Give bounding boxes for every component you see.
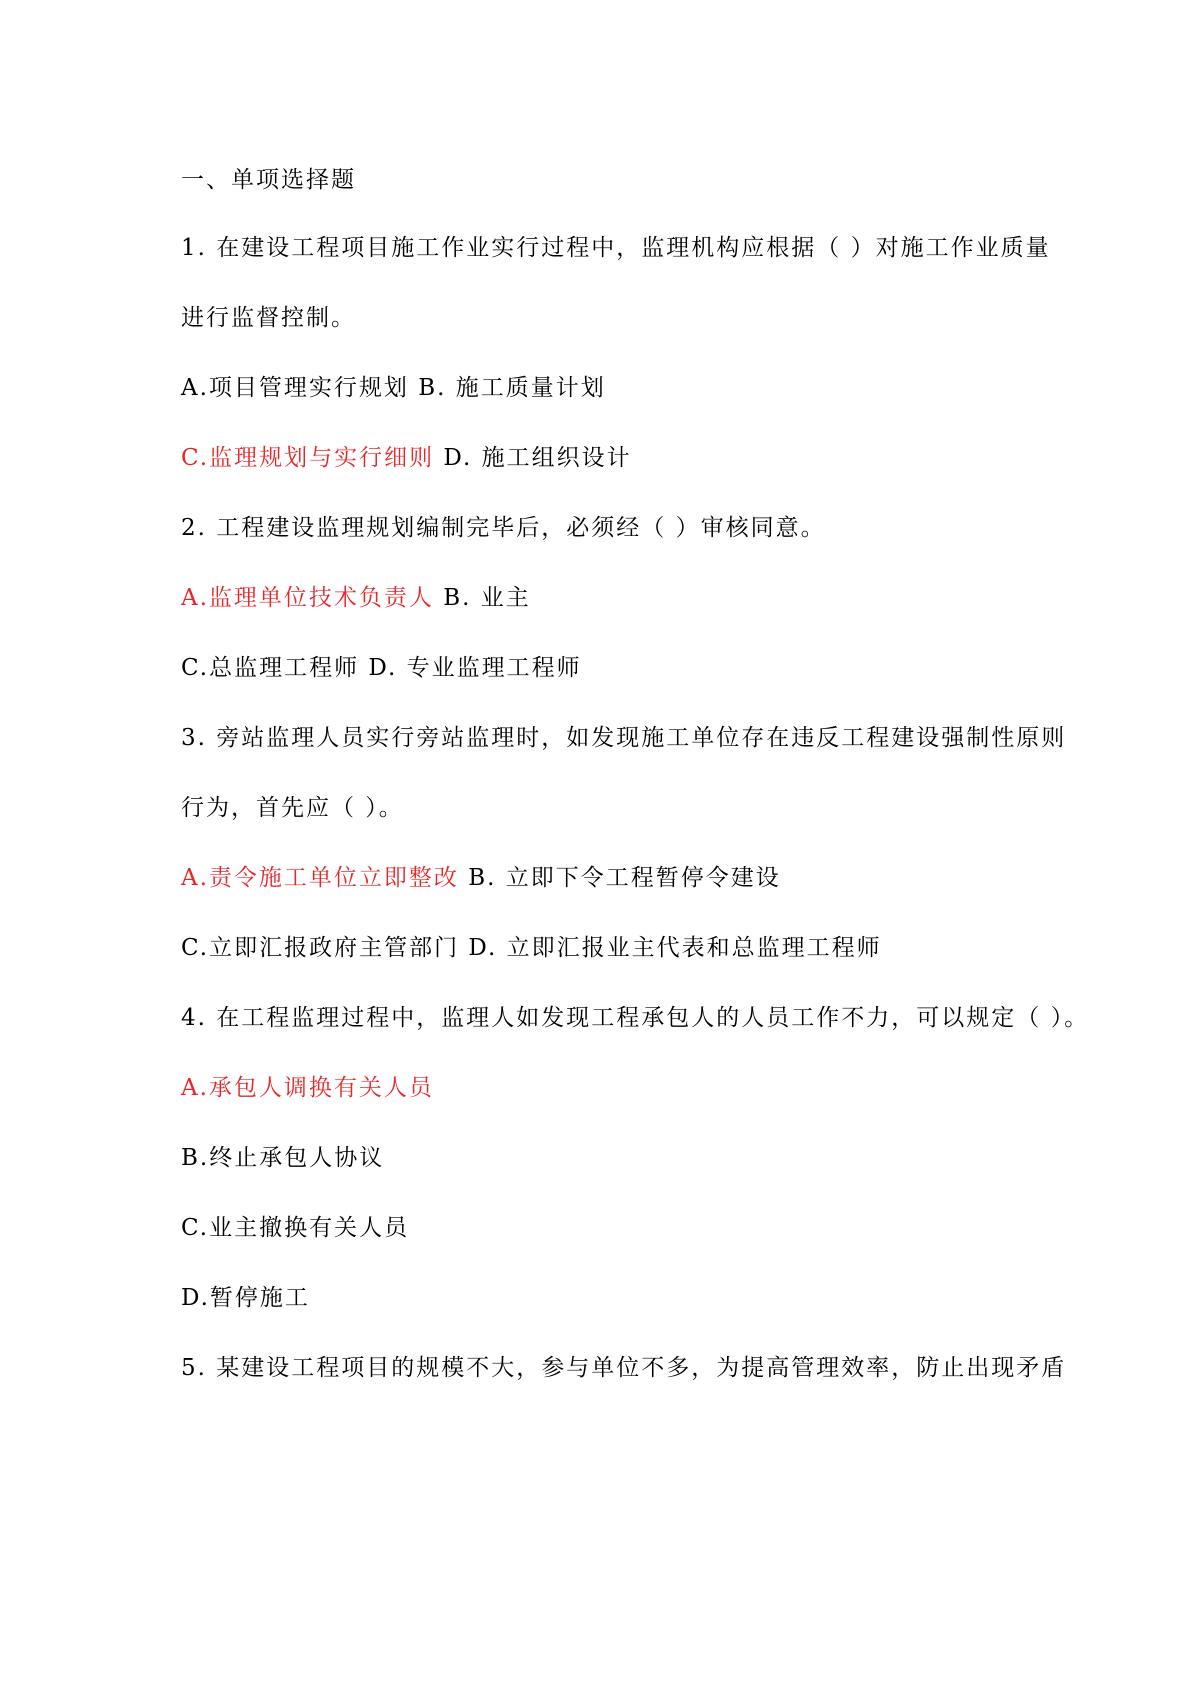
question-4-option-a [181,1073,1021,1103]
question-1-options-cd [181,443,1021,473]
question-3-line-1 [181,723,1067,753]
question-4-option-d [181,1283,1021,1313]
text-segment: 4. 在工程监理过程中，监理人如发现工程承包人的人员工作不力，可以规定（ ）。 [181,1005,1090,1031]
text-segment: 2. 工程建设监理规划编制完毕后，必须经（ ）审核同意。 [181,515,826,541]
section-title: 一、单项选择题 [181,167,356,193]
question-1-options-ab [181,373,1021,403]
correct-answer-highlight: A.监理单位技术负责人 [181,585,434,611]
text-segment: C.业主撤换有关人员 [181,1215,410,1241]
text-segment: D. 施工组织设计 [434,445,632,471]
question-3-options-ab [181,863,1021,893]
text-segment: C.总监理工程师 D. 专业监理工程师 [181,655,582,681]
text-segment: B. 业主 [433,585,531,611]
text-segment: D.暂停施工 [181,1285,310,1311]
question-1-line-2 [181,303,1021,333]
question-2-options-cd [181,653,1021,683]
text-segment: 5. 某建设工程项目的规模不大，参与单位不多，为提高管理效率，防止出现矛盾 [181,1355,1067,1381]
question-4-option-b [181,1143,1021,1173]
text-segment: 行为，首先应（ ）。 [181,795,404,821]
text-segment: 3. 旁站监理人员实行旁站监理时，如发现施工单位存在违反工程建设强制性原则 [181,725,1067,751]
correct-answer-highlight: C.监理规划与实行细则 [181,445,435,471]
question-4-line-1 [181,1003,1090,1033]
question-3-line-2 [181,793,1021,823]
question-4-option-c [181,1213,1021,1243]
text-segment: 进行监督控制。 [181,305,356,331]
text-segment: C.立即汇报政府主管部门 D. 立即汇报业主代表和总监理工程师 [181,935,882,961]
text-segment: A.项目管理实行规划 B. 施工质量计划 [181,375,606,401]
question-2-options-ab [181,583,1021,613]
text-segment: 1. 在建设工程项目施工作业实行过程中，监理机构应根据（ ）对施工作业质量 [181,235,1051,261]
question-2-line-1 [181,513,1021,543]
question-3-options-cd [181,933,1021,963]
question-5-line-1 [181,1353,1067,1383]
correct-answer-highlight: A.责令施工单位立即整改 [181,865,459,891]
question-1-line-1 [181,233,1051,263]
correct-answer-highlight: A.承包人调换有关人员 [181,1075,434,1101]
text-segment: B.终止承包人协议 [181,1145,385,1171]
text-segment: B. 立即下令工程暂停令建设 [458,865,781,891]
